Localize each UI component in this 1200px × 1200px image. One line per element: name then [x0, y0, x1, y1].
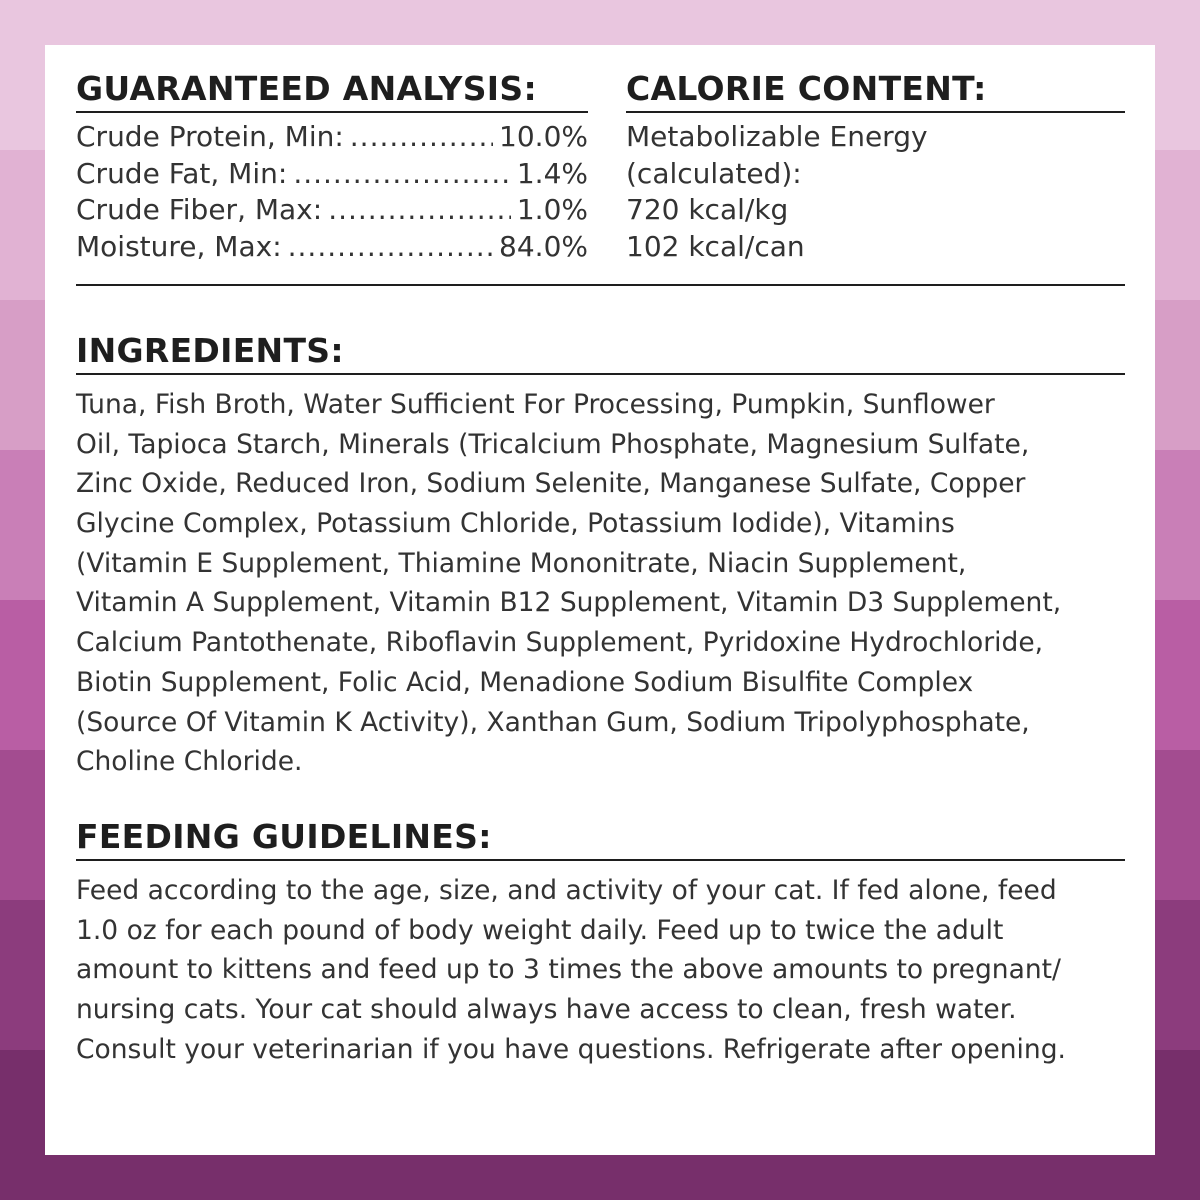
calorie-content-section: [626, 69, 1125, 265]
feeding-line: Feed according to the age, size, and activity of your cat. If fed alone, feed: [76, 875, 1057, 906]
label-card: [45, 45, 1155, 1155]
ingredients-line: Calcium Pantothenate, Riboflavin Supplement, Pyridoxine Hydrochloride,: [76, 627, 1044, 659]
calorie-content-heading: CALORIE CONTENT:: [626, 69, 987, 108]
calorie-line: 102 kcal/can: [626, 229, 805, 263]
dot-leader: [288, 229, 493, 266]
ingredients-line: Choline Chloride.: [76, 746, 303, 778]
dot-leader: [328, 192, 511, 229]
heading-rule: [76, 111, 588, 113]
analysis-label: Crude Protein, Min:: [76, 120, 344, 153]
guaranteed-analysis-heading: GUARANTEED ANALYSIS:: [76, 69, 537, 108]
analysis-label: Crude Fiber, Max:: [76, 193, 323, 226]
analysis-row: [76, 156, 588, 193]
feeding-line: nursing cats. Your cat should always have access to clean, fresh water.: [76, 994, 1017, 1026]
section-divider: [76, 284, 1125, 286]
feeding-guidelines-section: [76, 817, 1125, 1069]
calorie-line: Metabolizable Energy: [626, 120, 928, 153]
analysis-row: [76, 119, 588, 156]
analysis-value: 1.0%: [516, 193, 588, 226]
ingredients-text: [76, 385, 1125, 782]
heading-rule: [76, 373, 1125, 375]
ingredients-line: Vitamin A Supplement, Vitamin B12 Supplement, Vitamin D3 Supplement,: [76, 587, 1062, 619]
analysis-row: [76, 192, 588, 229]
dot-leader: [293, 156, 511, 193]
ingredients-line: (Vitamin E Supplement, Thiamine Mononitrate, Niacin Supplement,: [76, 547, 967, 579]
feeding-line: 1.0 oz for each pound of body weight daily. Feed up to twice the adult: [76, 914, 1004, 946]
analysis-label: Moisture, Max:: [76, 229, 282, 263]
analysis-value: 1.4%: [516, 156, 588, 190]
analysis-label: Crude Fat, Min:: [76, 156, 288, 190]
heading-rule: [76, 859, 1125, 861]
ingredients-line: Oil, Tapioca Starch, Minerals (Tricalcium Phosphate, Magnesium Sulfate,: [76, 428, 1030, 460]
analysis-value: 10.0%: [499, 120, 588, 153]
feeding-guidelines-text: [76, 871, 1125, 1069]
feeding-line: amount to kittens and feed up to 3 times the above amounts to pregnant/: [76, 954, 1061, 986]
guaranteed-analysis-section: [76, 69, 588, 265]
heading-rule: [626, 111, 1125, 113]
dot-leader: [350, 119, 493, 156]
feeding-line: Consult your veterinarian if you have questions. Refrigerate after opening.: [76, 1033, 1066, 1065]
ingredients-line: Zinc Oxide, Reduced Iron, Sodium Selenite, Manganese Sulfate, Copper: [76, 468, 1026, 500]
ingredients-section: [76, 331, 1125, 782]
calorie-line: 720 kcal/kg: [626, 193, 789, 226]
feeding-guidelines-heading: FEEDING GUIDELINES:: [76, 817, 492, 856]
analysis-value: 84.0%: [499, 229, 588, 263]
guaranteed-analysis-list: [76, 119, 588, 265]
ingredients-line: Tuna, Fish Broth, Water Sufficient For Processing, Pumpkin, Sunflower: [76, 389, 995, 420]
calorie-line: (calculated):: [626, 156, 802, 190]
ingredients-line: Glycine Complex, Potassium Chloride, Potassium Iodide), Vitamins: [76, 508, 955, 540]
ingredients-line: Biotin Supplement, Folic Acid, Menadione Sodium Bisulfite Complex: [76, 666, 974, 698]
analysis-row: [76, 229, 588, 266]
calorie-content-list: [626, 119, 1125, 265]
ingredients-heading: INGREDIENTS:: [76, 331, 344, 370]
ingredients-line: (Source Of Vitamin K Activity), Xanthan Gum, Sodium Tripolyphosphate,: [76, 706, 1030, 738]
